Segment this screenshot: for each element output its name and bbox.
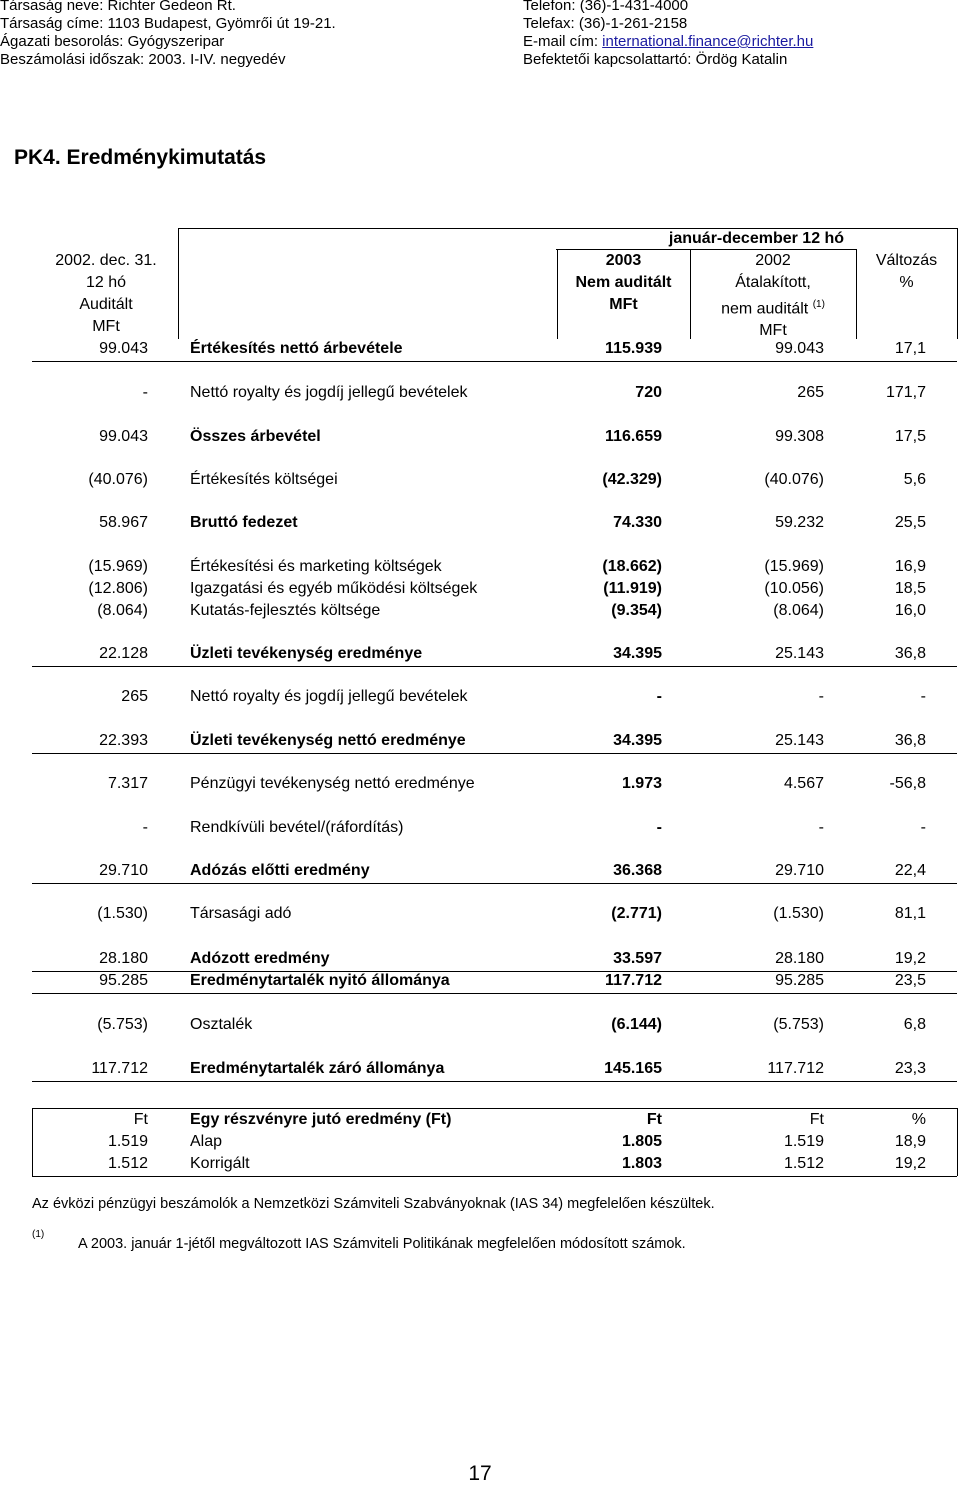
restated-value: (1.530) <box>773 905 824 922</box>
prior-year-value: 95.285 <box>99 972 148 989</box>
row-label: Összes árbevétel <box>190 428 321 445</box>
table-row <box>0 1058 960 1080</box>
table-row <box>0 948 960 970</box>
table-row <box>0 1014 960 1036</box>
restated-value: 99.308 <box>775 428 824 445</box>
page-title: PK4. Eredménykimutatás <box>14 146 267 169</box>
row-label: Nettó royalty és jogdíj jellegű bevételek <box>190 688 468 705</box>
change-percent: 18,9 <box>894 1133 926 1150</box>
row-underline <box>32 883 957 884</box>
change-percent: 5,6 <box>903 471 926 488</box>
table-row <box>0 600 960 622</box>
restated-value: (8.064) <box>773 602 824 619</box>
restated-value: 99.043 <box>775 340 824 357</box>
prior-year-value: (40.076) <box>88 471 148 488</box>
change-percent: 19,2 <box>894 950 926 967</box>
prior-year-value: 22.128 <box>99 645 148 662</box>
prior-year-value: 265 <box>121 688 148 705</box>
row-label: Egy részvényre jutó eredmény (Ft) <box>190 1111 452 1128</box>
table-row <box>0 970 960 992</box>
row-label: Értékesítési és marketing költségek <box>190 558 442 575</box>
table-row <box>0 512 960 534</box>
restated-value: 117.712 <box>767 1060 824 1077</box>
row-label: Osztalék <box>190 1016 253 1033</box>
restated-value: 25.143 <box>775 645 824 662</box>
current-year-value: (9.354) <box>611 602 662 619</box>
row-label: Üzleti tevékenység nettó eredménye <box>190 732 466 749</box>
row-label: Eredménytartalék nyitó állománya <box>190 972 450 989</box>
prior-year-value: 58.967 <box>99 514 148 531</box>
table-row <box>0 1109 960 1131</box>
row-label: Értékesítés költségei <box>190 471 338 488</box>
change-percent: 36,8 <box>894 645 926 662</box>
restated-value: (10.056) <box>764 580 824 597</box>
current-year-value: (6.144) <box>611 1016 662 1033</box>
email-label: E-mail cím: <box>523 33 603 50</box>
table-row <box>0 469 960 491</box>
phone: Telefon: (36)-1-431-4000 <box>523 0 689 14</box>
row-label: Rendkívüli bevétel/(ráfordítás) <box>190 819 404 836</box>
table-row <box>0 382 960 404</box>
current-year-value: 1.803 <box>621 1155 662 1172</box>
prior-year-value: (12.806) <box>88 580 148 597</box>
restated-value: 1.519 <box>783 1133 824 1150</box>
footnote-mark: (1) <box>32 1229 45 1240</box>
row-underline <box>32 666 957 667</box>
change-percent: 18,5 <box>894 580 926 597</box>
prior-year-value: 28.180 <box>99 950 148 967</box>
row-label: Eredménytartalék záró állománya <box>190 1060 445 1077</box>
change-percent: 171,7 <box>885 384 926 401</box>
table-row <box>0 643 960 665</box>
current-year-value: - <box>656 688 662 705</box>
page-number: 17 <box>468 1462 492 1485</box>
eps-bottom-line <box>32 1176 957 1177</box>
current-year-value: 116.659 <box>605 428 662 445</box>
table-row <box>0 426 960 448</box>
prior-year-value: (8.064) <box>97 602 148 619</box>
prior-year-value: - <box>142 384 148 401</box>
restated-value: 95.285 <box>775 972 824 989</box>
change-percent: - <box>920 819 926 836</box>
table-row <box>0 773 960 795</box>
table-row <box>0 578 960 600</box>
row-label: Adózott eredmény <box>190 950 330 967</box>
email-link[interactable]: international.finance@richter.hu <box>602 33 814 50</box>
prior-year-value: 29.710 <box>99 862 148 879</box>
current-year-value: 74.330 <box>613 514 662 531</box>
change-percent: 23,3 <box>894 1060 926 1077</box>
current-year-value: 33.597 <box>613 950 662 967</box>
investor-contact: Befektetői kapcsolattartó: Ördög Katalin <box>523 51 788 68</box>
change-percent: 36,8 <box>894 732 926 749</box>
restated-value: (5.753) <box>773 1016 824 1033</box>
current-year-value: 34.395 <box>613 732 662 749</box>
prior-year-value: 22.393 <box>99 732 148 749</box>
row-label: Üzleti tevékenység eredménye <box>190 645 423 662</box>
change-heading: Változás % <box>875 252 938 291</box>
current-year-value: 145.165 <box>604 1060 662 1077</box>
restated-value: Ft <box>809 1111 824 1128</box>
company-info <box>0 0 336 69</box>
change-percent: 6,8 <box>903 1016 926 1033</box>
table-row <box>0 817 960 839</box>
row-label: Kutatás-fejlesztés költsége <box>190 602 381 619</box>
change-percent: % <box>911 1111 926 1128</box>
prior-year-value: (15.969) <box>88 558 148 575</box>
restated-value: - <box>818 688 824 705</box>
change-percent: 22,4 <box>894 862 926 879</box>
restated-value: 29.710 <box>775 862 824 879</box>
change-percent: -56,8 <box>889 775 926 792</box>
company-name: Társaság neve: Richter Gedeon Rt. <box>0 0 236 14</box>
table-row <box>0 730 960 752</box>
change-percent: 17,5 <box>894 428 926 445</box>
row-underline <box>32 993 957 994</box>
current-year-heading: 2003 Nem auditált MFt <box>575 252 672 313</box>
row-label: Adózás előtti eredmény <box>190 862 370 879</box>
table-row <box>0 338 960 360</box>
change-percent: 25,5 <box>894 514 926 531</box>
restated-value: 28.180 <box>775 950 824 967</box>
restated-value: (40.076) <box>764 471 824 488</box>
prior-year-value: 1.519 <box>107 1133 148 1150</box>
table-row <box>0 1131 960 1153</box>
current-year-value: (42.329) <box>602 471 662 488</box>
prior-year-value: 1.512 <box>107 1155 148 1172</box>
current-year-value: (11.919) <box>603 580 662 597</box>
prior-year-value: 117.712 <box>91 1060 148 1077</box>
row-underline <box>32 361 957 362</box>
current-year-value: 1.973 <box>621 775 662 792</box>
prior-year-value: 7.317 <box>107 775 148 792</box>
contact-info <box>523 0 813 69</box>
row-label: Igazgatási és egyéb működési költségek <box>190 580 478 597</box>
change-percent: 23,5 <box>894 972 926 989</box>
footnote-text: A 2003. január 1-jétől megváltozott IAS Számviteli Politikának megfelelően módosított számok. <box>78 1236 686 1252</box>
restated-value: 4.567 <box>783 775 824 792</box>
restated-year-heading: 2002 Átalakított, nem auditált $^{(1)}$ MFt <box>721 252 825 340</box>
current-year-value: 36.368 <box>613 862 662 879</box>
current-year-value: (2.771) <box>611 905 662 922</box>
prior-year-value: 99.043 <box>99 428 148 445</box>
row-underline <box>32 753 957 754</box>
change-percent: 17,1 <box>894 340 926 357</box>
prior-year-value: Ft <box>133 1111 148 1128</box>
change-percent: 19,2 <box>894 1155 926 1172</box>
change-percent: - <box>920 688 926 705</box>
row-label: Nettó royalty és jogdíj jellegű bevételek <box>190 384 468 401</box>
table-row <box>0 903 960 925</box>
row-underline <box>32 1081 957 1082</box>
current-year-value: - <box>656 819 662 836</box>
reporting-period: Beszámolási időszak: 2003. I-IV. negyedév <box>0 51 286 68</box>
period-heading: január-december 12 hó <box>668 230 845 247</box>
company-address: Társaság címe: 1103 Budapest, Gyömrői út 19-21. <box>0 15 336 32</box>
restated-value: 265 <box>797 384 824 401</box>
restated-value: 25.143 <box>775 732 824 749</box>
fax: Telefax: (36)-1-261-2158 <box>523 15 688 32</box>
row-label: Pénzügyi tevékenység nettó eredménye <box>190 775 475 792</box>
restated-value: 59.232 <box>775 514 824 531</box>
prior-year-heading: 2002. dec. 31. 12 hó Auditált MFt <box>55 252 157 335</box>
email-line <box>523 33 813 51</box>
restated-value: - <box>818 819 824 836</box>
current-year-value: 34.395 <box>613 645 662 662</box>
footnote-ref: (1) <box>812 299 825 310</box>
current-year-value: 115.939 <box>605 340 662 357</box>
table-row <box>0 860 960 882</box>
ias-note: Az évközi pénzügyi beszámolók a Nemzetközi Számviteli Szabványoknak (IAS 34) megfelelően készültek. <box>32 1196 715 1212</box>
current-year-value: 117.712 <box>605 972 662 989</box>
table-row <box>0 686 960 708</box>
current-year-value: Ft <box>646 1111 662 1128</box>
prior-year-value: (1.530) <box>97 905 148 922</box>
current-year-value: (18.662) <box>602 558 662 575</box>
change-percent: 16,0 <box>894 602 926 619</box>
current-year-value: 1.805 <box>621 1133 662 1150</box>
row-label: Alap <box>190 1133 223 1150</box>
current-year-value: 720 <box>635 384 662 401</box>
header-right-line <box>957 228 958 339</box>
restated-value: (15.969) <box>764 558 824 575</box>
row-label: Bruttó fedezet <box>190 514 298 531</box>
row-label: Korrigált <box>190 1155 250 1172</box>
table-row <box>0 1153 960 1175</box>
prior-year-value: - <box>142 819 148 836</box>
row-label: Társasági adó <box>190 905 292 922</box>
restated-value: 1.512 <box>783 1155 824 1172</box>
change-percent: 81,1 <box>894 905 926 922</box>
prior-year-value: 99.043 <box>99 340 148 357</box>
change-percent: 16,9 <box>894 558 926 575</box>
industry: Ágazati besorolás: Gyógyszeripar <box>0 33 225 50</box>
row-label: Értékesítés nettó árbevétele <box>190 340 403 357</box>
table-row <box>0 556 960 578</box>
prior-year-value: (5.753) <box>97 1016 148 1033</box>
